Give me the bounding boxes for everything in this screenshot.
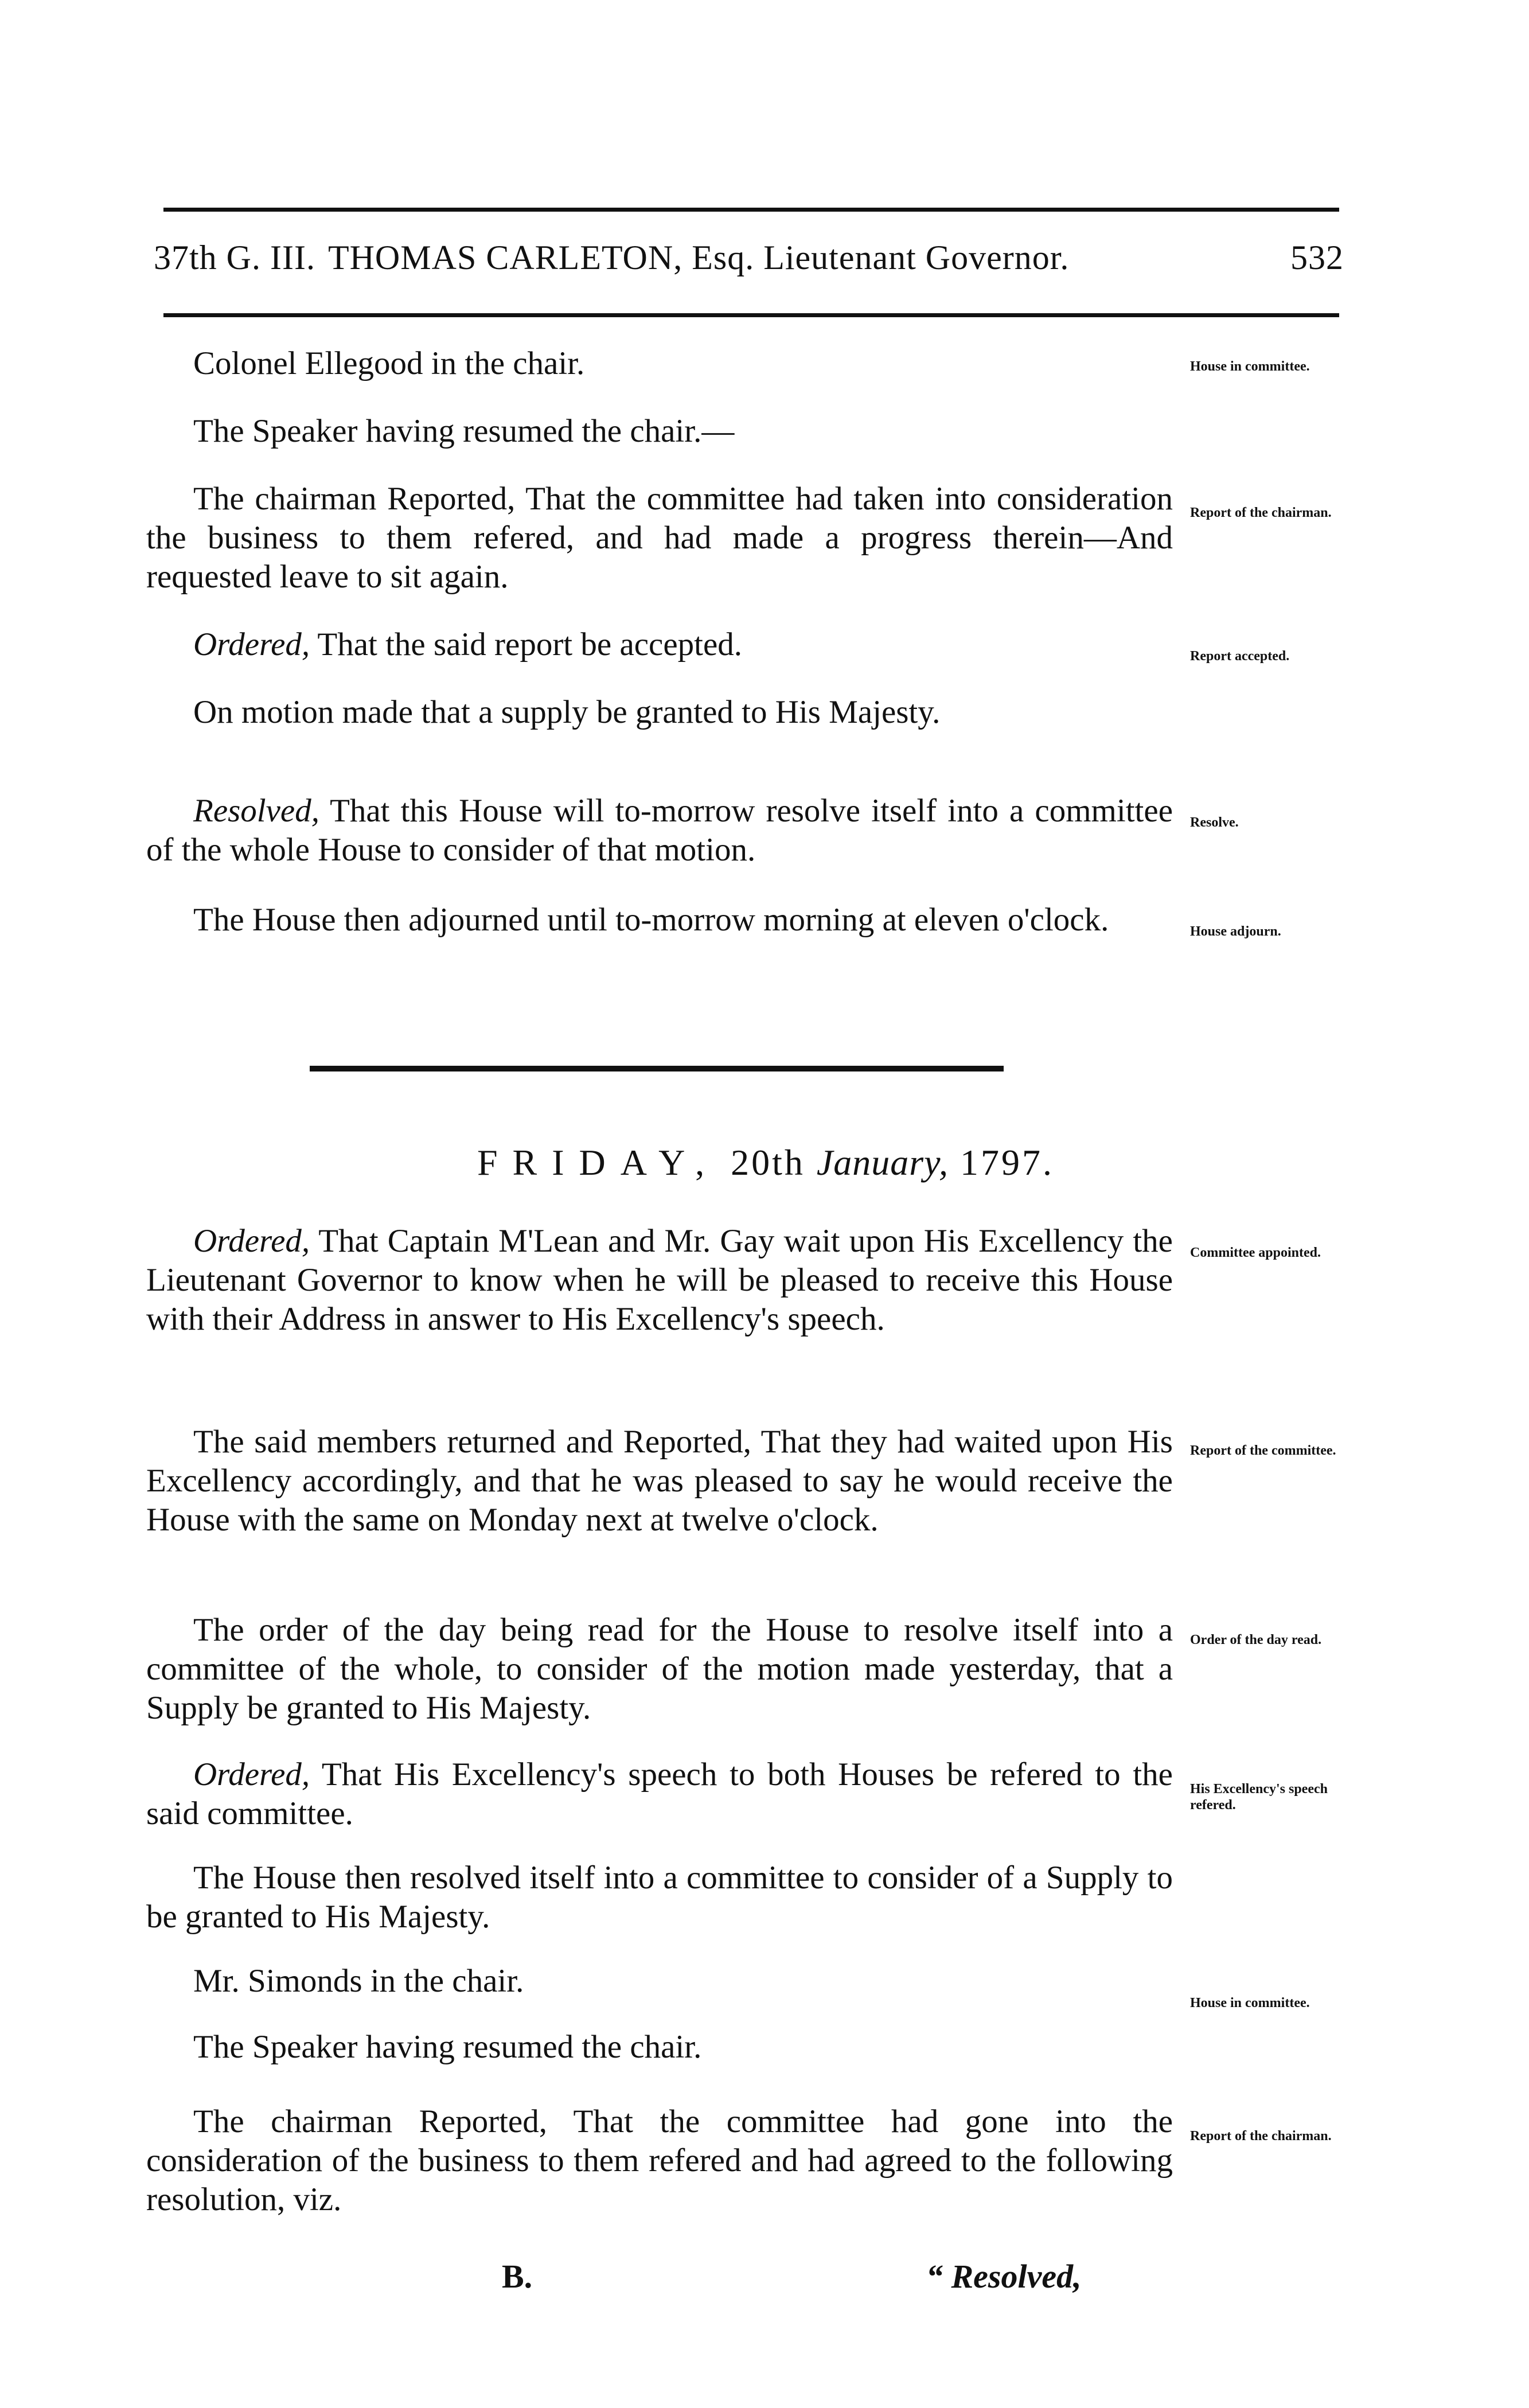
margin-note: Resolve. <box>1190 815 1239 830</box>
paragraph: The House then adjourned until to-morrow morning at eleven o'clock. <box>193 902 1109 938</box>
margin-note: His Excellency's speech refered. <box>1190 1782 1328 1813</box>
paragraph: Ordered, That Captain M'Lean and Mr. Gay wait upon His Excellency the Lieutenant Governor to know when he will be pleased to receive this House with their Address in answer to His Excellency's speech. <box>146 1223 1173 1337</box>
paragraph: The order of the day being read for the House to resolve itself into a committee of the whole, to consider of the motion made yesterday, that a Supply be granted to His Majesty. <box>146 1612 1173 1726</box>
header-rule <box>163 313 1339 317</box>
paragraph: Mr. Simonds in the chair. <box>193 1963 524 1999</box>
paragraph: The said members returned and Reported, That they had waited upon His Excellency accordingly, and that he was pleased to say he would receive the House with the same on Monday next at twelve o'clock. <box>146 1424 1173 1538</box>
page-footer <box>0 2257 1529 2315</box>
month: January, <box>816 1142 949 1183</box>
top-rule <box>163 208 1339 212</box>
paragraph: The House then resolved itself into a committee to consider of a Supply to be granted to His Majesty. <box>146 1860 1173 1935</box>
paragraph: Ordered, That the said report be accepted. <box>193 626 743 663</box>
paragraph: The chairman Reported, That the committee had gone into the consideration of the business to them refered and had agreed to the following resolution, viz. <box>146 2103 1173 2218</box>
margin-note: Report of the chairman. <box>1190 2129 1332 2144</box>
year: 1797. <box>960 1142 1055 1183</box>
margin-note: House in committee. <box>1190 1996 1310 2010</box>
paragraph: On motion made that a supply be granted to His Majesty. <box>193 694 941 730</box>
section-rule <box>310 1066 1004 1071</box>
paragraph: Resolved, That this House will to-morrow resolve itself into a committee of the whole House to consider of that motion. <box>146 793 1173 868</box>
margin-note: Report accepted. <box>1190 649 1290 664</box>
margin-note: Committee appointed. <box>1190 1245 1321 1260</box>
paragraph: Colonel Ellegood in the chair. <box>193 345 585 381</box>
catchword: “ Resolved, <box>926 2258 1082 2295</box>
margin-note: House adjourn. <box>1190 924 1281 939</box>
day-of-month: 20th <box>731 1142 805 1183</box>
running-head <box>154 238 1344 295</box>
paragraph: The chairman Reported, That the committee had taken into consideration the business to them refered, and had made a progress therein—And requested leave to sit again. <box>146 481 1173 595</box>
margin-note: Order of the day read. <box>1190 1632 1322 1647</box>
regnal-year: 37th G. III. <box>154 239 315 276</box>
paragraph: Ordered, That His Excellency's speech to both Houses be refered to the said committee. <box>146 1756 1173 1832</box>
day-name: FRIDAY, <box>477 1142 720 1183</box>
paragraph: The Speaker having resumed the chair.— <box>193 413 735 449</box>
margin-note: House in committee. <box>1190 359 1310 374</box>
signature-mark: B. <box>502 2258 533 2295</box>
running-title: THOMAS CARLETON, Esq. Lieutenant Governor. <box>327 239 1070 276</box>
paragraph: The Speaker having resumed the chair. <box>193 2029 702 2065</box>
margin-note: Report of the chairman. <box>1190 505 1332 520</box>
page-number: 532 <box>1290 239 1344 276</box>
date-heading <box>143 1141 1388 1199</box>
margin-note: Report of the committee. <box>1190 1443 1336 1458</box>
